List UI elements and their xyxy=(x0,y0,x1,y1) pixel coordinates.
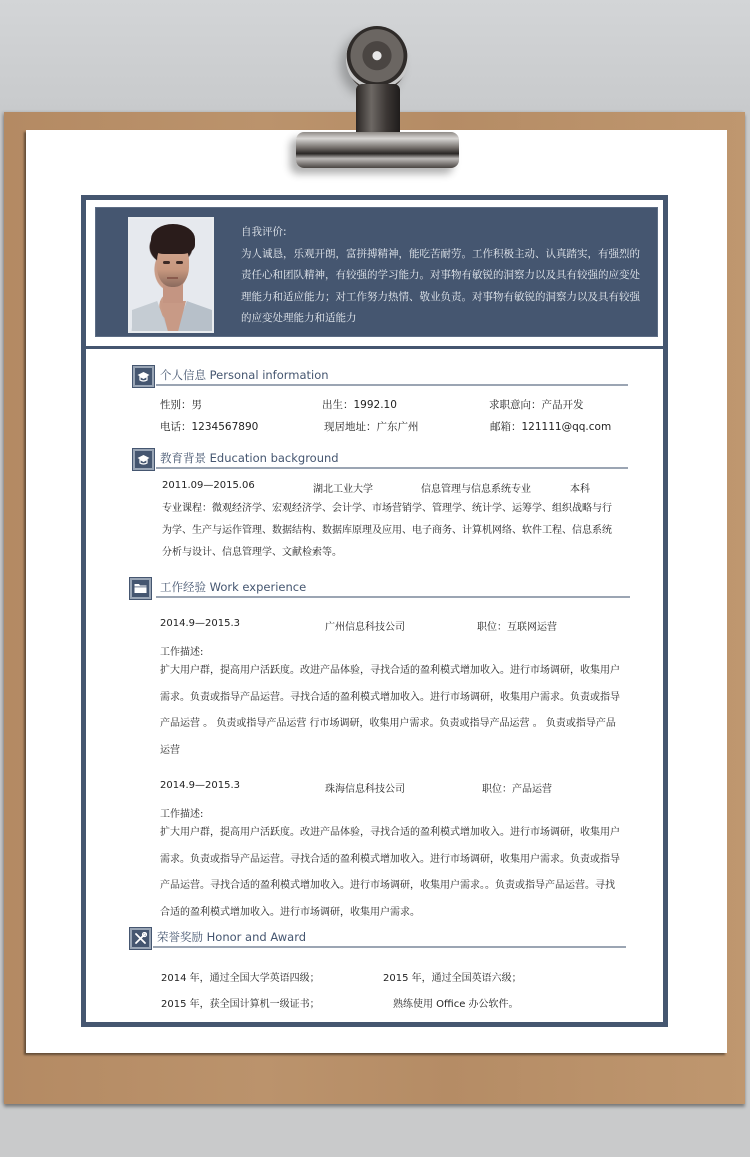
profile-photo xyxy=(128,217,214,333)
self-evaluation xyxy=(241,222,641,330)
email: 邮箱：121111@qq.com xyxy=(490,421,612,433)
self-evaluation-text: 为人诚恳，乐观开朗，富拼搏精神，能吃苦耐劳。工作积极主动、认真踏实，有强烈的责任心和团队精神，有较强的学习能力。对事物有敏锐的洞察力以及具有较强的应变处理能力和适应能力；对工作努力热情、敬业负责。对事物有敏锐的洞察力以及具有较强的应变处理能力和适能力 xyxy=(241,247,640,324)
education-degree: 本科 xyxy=(570,484,590,495)
birth: 出生：1992.10 xyxy=(322,399,397,411)
section-title: 个人信息 Personal information xyxy=(160,368,329,382)
section-title: 工作经验 Work experience xyxy=(160,580,307,594)
education-school: 湖北工业大学 xyxy=(313,484,373,495)
folder-icon xyxy=(130,578,151,599)
address: 现居地址：广东广州 xyxy=(324,421,419,433)
header-panel xyxy=(95,207,658,337)
education-period: 2011.09—2015.06 xyxy=(162,480,255,491)
honor-item: 熟练使用 Office 办公软件。 xyxy=(393,999,519,1010)
binder-clip xyxy=(296,24,464,172)
job-2-desc: 扩大用户群，提高用户活跃度。改进产品体验，寻找合适的盈利模式增加收入。进行市场调研，收集用户需求。负责或指导产品运营。寻找合适的盈利模式增加收入。进行市场调研，收集用户需求。负责或指导产品运营。寻找合适的盈利模式增加收入。进行市场调研，收集用户需求。。负责或指导产品运营。寻找合适的盈利模式增加收入。进行市场调研，收集用户需求。 xyxy=(160,827,620,918)
graduation-cap-icon xyxy=(133,366,154,387)
self-evaluation-label: 自我评价: xyxy=(241,226,287,238)
job-1-company: 广州信息科技公司 xyxy=(325,622,405,633)
clip-jaw xyxy=(296,132,459,168)
section-rule xyxy=(156,596,630,598)
job-1-desc-label: 工作描述: xyxy=(160,647,204,658)
education-courses: 专业课程：微观经济学、宏观经济学、会计学、市场营销学、管理学、统计学、运筹学、组织战略与行为学、生产与运作管理、数据结构、数据库原理及应用、电子商务、计算机网络、软件工程、信息系统分析与设计、信息管理学、文献检索等。 xyxy=(162,503,612,558)
section-rule xyxy=(156,467,628,469)
graduation-cap-icon xyxy=(133,449,154,470)
job-2-position: 职位：产品运营 xyxy=(482,784,552,795)
phone: 电话：1234567890 xyxy=(160,421,259,433)
job-2-company: 珠海信息科技公司 xyxy=(325,784,405,795)
honor-item: 2015 年，通过全国英语六级； xyxy=(383,973,522,984)
section-work-header xyxy=(133,578,633,602)
job-2-desc-label: 工作描述: xyxy=(160,809,204,820)
honor-item: 2015 年，获全国计算机一级证书； xyxy=(161,999,320,1010)
job-1-period: 2014.9—2015.3 xyxy=(160,618,240,629)
section-rule xyxy=(153,946,626,948)
tools-icon xyxy=(130,928,151,949)
section-title: 教育背景 Education background xyxy=(160,451,339,465)
section-rule xyxy=(156,384,628,386)
section-personal-header xyxy=(133,366,633,390)
job-1-desc: 扩大用户群，提高用户活跃度。改进产品体验，寻找合适的盈利模式增加收入。进行市场调研，收集用户需求。负责或指导产品运营。寻找合适的盈利模式增加收入。进行市场调研，收集用户需求。负责或指导产品运营 。 负责或指导产品运营 行市场调研，收集用户需求。负责或指导产品运营 。 负责或指导产品运营 xyxy=(160,665,620,756)
job-1-position: 职位：互联网运营 xyxy=(477,622,557,633)
section-honors-header xyxy=(133,928,633,952)
header-divider xyxy=(86,346,663,349)
education-major: 信息管理与信息系统专业 xyxy=(421,484,531,495)
clip-ring xyxy=(346,26,408,92)
section-education-header xyxy=(133,449,633,473)
honor-item: 2014 年，通过全国大学英语四级； xyxy=(161,973,320,984)
section-title: 荣誉奖励 Honor and Award xyxy=(157,930,307,944)
resume-frame xyxy=(81,195,668,1027)
job-intent: 求职意向：产品开发 xyxy=(489,399,584,411)
gender: 性别：男 xyxy=(160,399,202,411)
job-2-period: 2014.9—2015.3 xyxy=(160,780,240,791)
